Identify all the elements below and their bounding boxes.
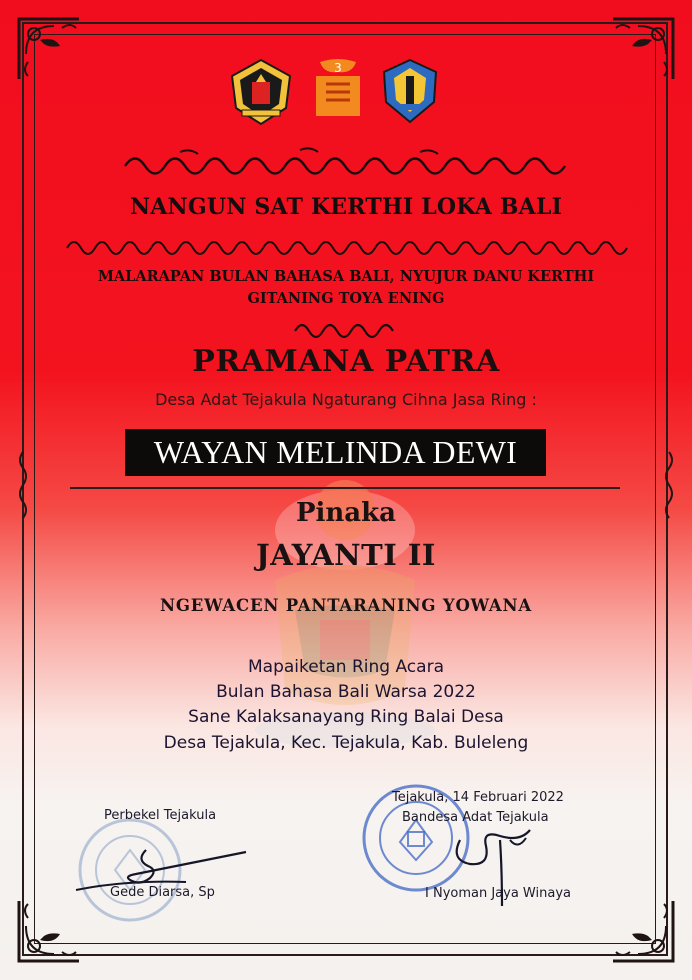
balinese-script-subtitle-graphic [62, 232, 632, 258]
headline: NANGUN SAT KERTHI LOKA BALI [129, 194, 563, 220]
corner-ornament-icon [14, 896, 84, 966]
presented-by-text: Desa Adat Tejakula Ngaturang Cihna Jasa Ring : [155, 390, 537, 409]
bulan-bahasa-bali-logo-icon [312, 58, 364, 120]
right-signatory-name: I Nyoman Jaya Winaya [425, 886, 571, 901]
body-line: Sane Kalaksanayang Ring Balai Desa [188, 707, 504, 727]
subtitle-line-2: GITANING TOYA ENING [247, 290, 445, 307]
body-line: Bulan Bahasa Bali Warsa 2022 [216, 682, 476, 702]
issue-date: Tejakula, 14 Februari 2022 [392, 790, 564, 805]
provincial-emblem-icon [228, 58, 294, 126]
regency-emblem-icon [380, 58, 440, 124]
certificate-title: PRAMANA PATRA [192, 344, 500, 379]
subtitle-line-1: MALARAPAN BULAN BAHASA BALI, NYUJUR DANU KERTHI [97, 268, 595, 285]
svg-text:3: 3 [334, 61, 342, 75]
left-signatory-name: Gede Diarsa, Sp [110, 885, 215, 900]
body-line: Mapaiketan Ring Acara [248, 657, 444, 677]
balinese-script-title-graphic [120, 146, 572, 176]
header-logos [0, 58, 692, 128]
right-signatory-title: Bandesa Adat Tejakula [402, 810, 549, 825]
left-signatory-title: Perbekel Tejakula [104, 808, 217, 823]
corner-ornament-icon [608, 896, 678, 966]
as-label: Pinaka [295, 498, 397, 528]
category-title: NGEWACEN PANTARANING YOWANA [160, 596, 532, 615]
body-line: Desa Tejakula, Kec. Tejakula, Kab. Buleleng [163, 733, 529, 753]
divider-line [70, 487, 620, 489]
rank-title: JAYANTI II [255, 538, 436, 572]
balinese-script-label-graphic [290, 315, 402, 339]
recipient-name: WAYAN MELINDA DEWI [125, 429, 546, 476]
